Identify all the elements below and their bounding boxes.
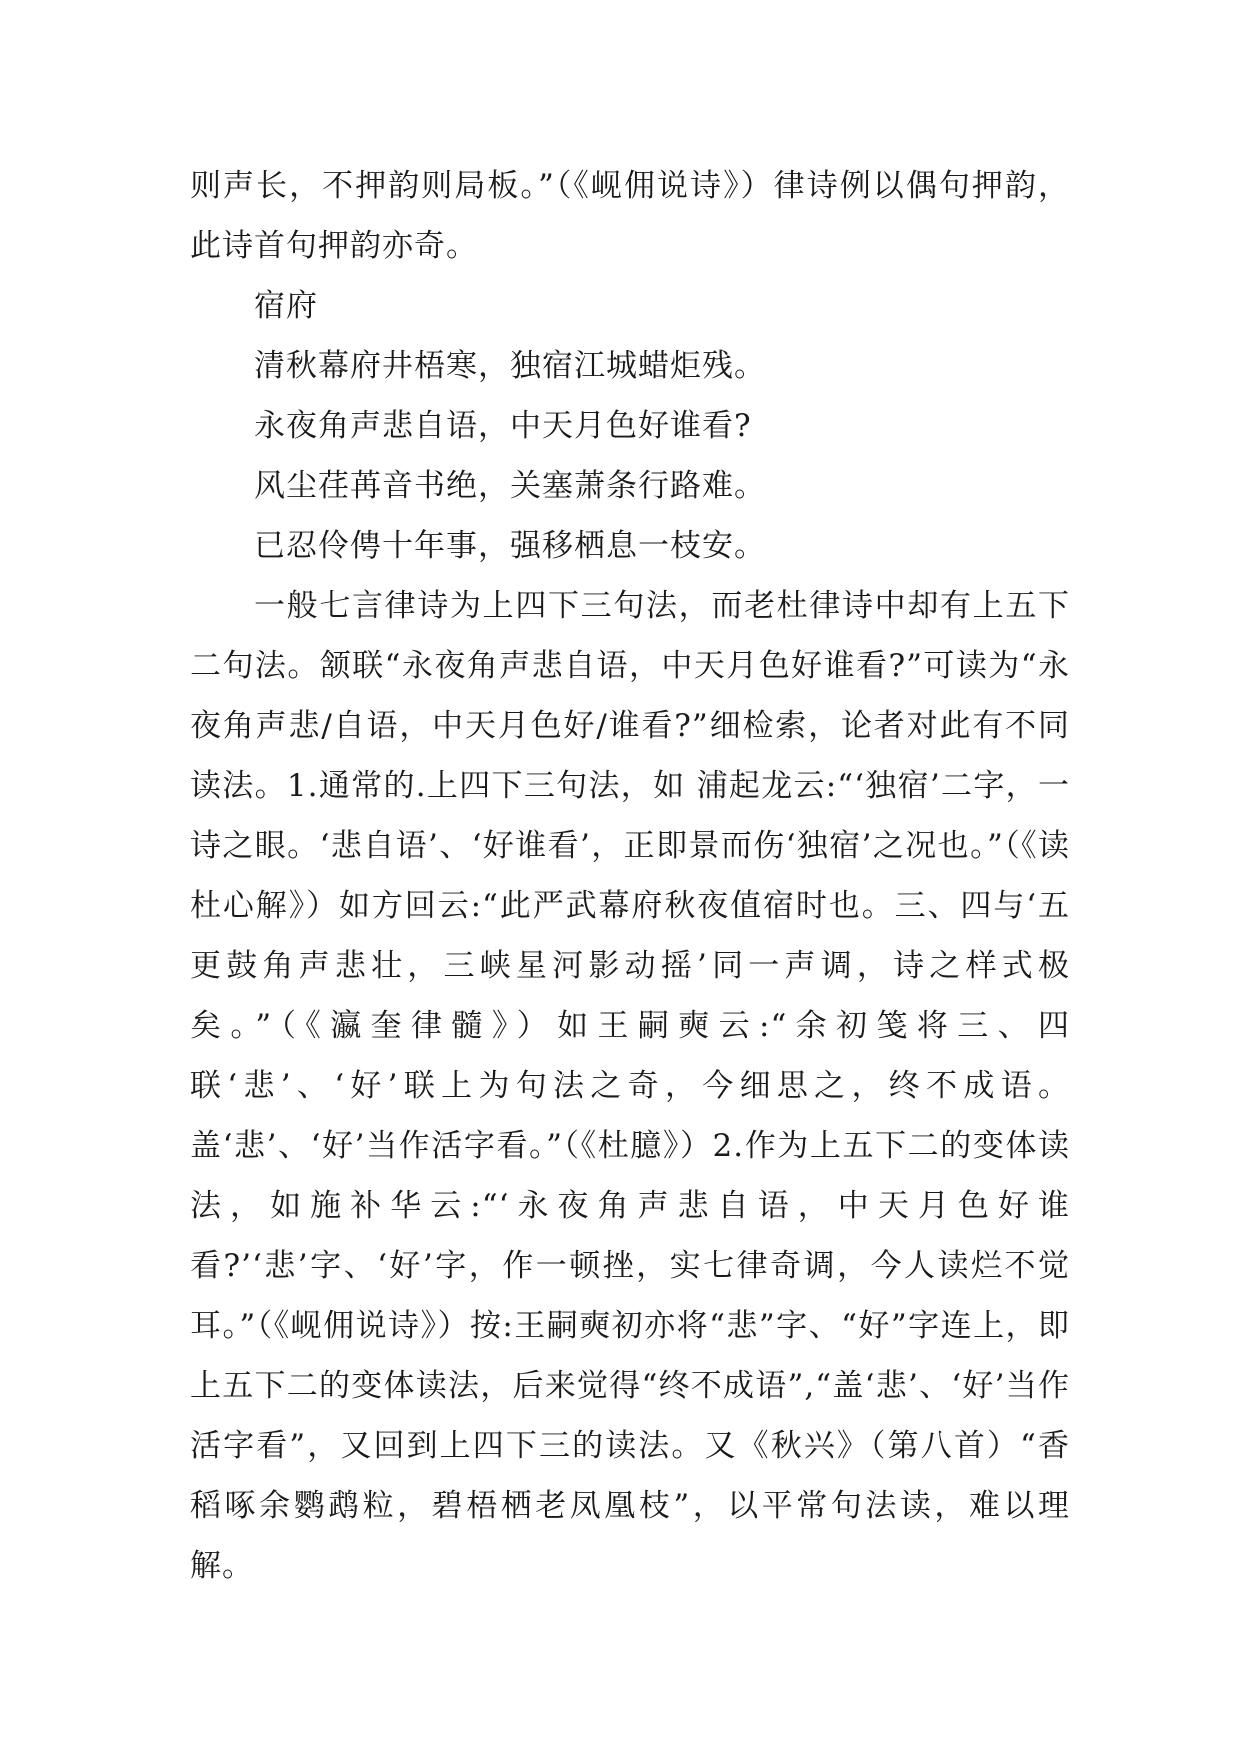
poem-line-3: 风尘荏苒音书绝，关塞萧条行路难。: [254, 468, 766, 504]
poem-line-4: 已忍伶俜十年事，强移栖息一枝安。: [254, 528, 766, 564]
poem-line-1: 清秋幕府井梧寒，独宿江城蜡炬残。: [254, 348, 766, 384]
commentary-paragraph: 一般七言律诗为上四下三句法，而老杜律诗中却有上五下二句法。颔联“永夜角声悲自语，中天月色好谁看?”可读为“永夜角声悲/自语，中天月色好/谁看?”细检索，论者对此有不同读法。1.通常的.上四下三句法，如 浦起龙云:“‘独宿’二字，一诗之眼。‘悲自语’、‘好谁看’，正即景而伤‘独宿’之况也。”（《读杜心解》）如方回云:“此严武幕府秋夜值宿时也。三、四与‘五更鼓角声悲壮，三峡星河影动摇’同一声调，诗之样式极矣。”（《瀛奎律髓》）如王嗣奭云:“余初笺将三、四联‘悲’、‘好’联上为句法之奇，今细思之，终不成语。盖‘悲’、‘好’当作活字看。”（《杜臆》）2.作为上五下二的变体读法，如施补华云:“‘永夜角声悲自语，中天月色好谁看?’‘悲’字、‘好’字，作一顿挫，实七律奇调，今人读烂不觉耳。”（《岘佣说诗》）按:王嗣奭初亦将“悲”字、“好”字连上，即上五下二的变体读法，后来觉得“终不成语”,“盖‘悲’、‘好’当作活字看”，又回到上四下三的读法。又《秋兴》（第八首）“香稻啄余鹦鹉粒，碧梧栖老凤凰枝”，以平常句法读，难以理解。: [190, 588, 1070, 1584]
paragraph-continuation: 则声长，不押韵则局板。”（《岘佣说诗》）律诗例以偶句押韵，此诗首句押韵亦奇。: [190, 168, 1070, 264]
poem-line-2: 永夜角声悲自语，中天月色好谁看?: [254, 408, 752, 444]
poem-title: 宿府: [254, 288, 318, 324]
document-body: [190, 156, 1070, 1596]
